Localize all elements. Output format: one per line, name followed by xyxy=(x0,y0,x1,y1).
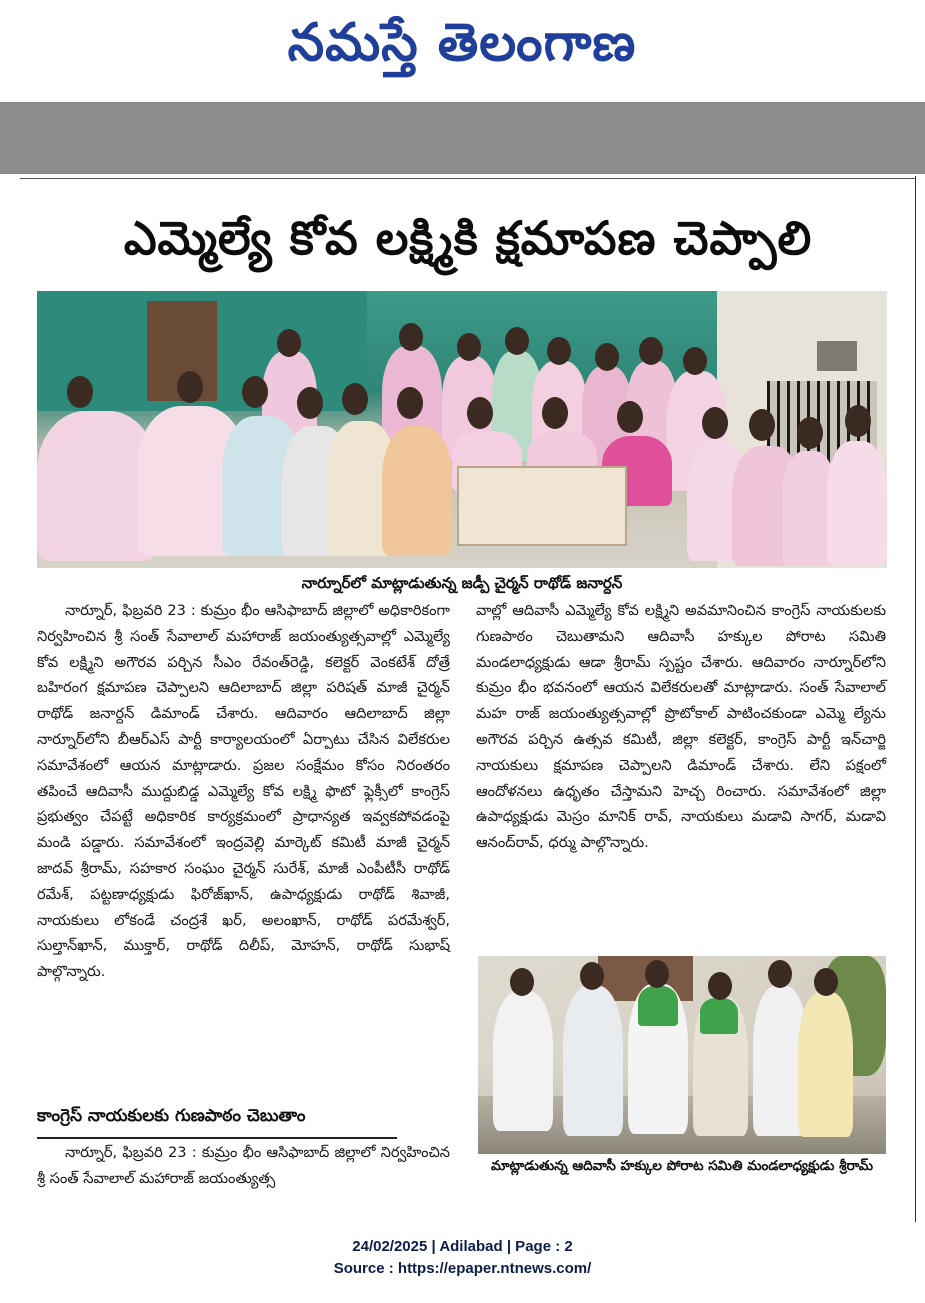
right-divider xyxy=(915,176,916,1222)
masthead xyxy=(0,0,925,100)
article-2-left-column xyxy=(37,1140,450,1200)
subhead-underline xyxy=(37,1137,397,1139)
article-2-right-text: వాల్లో ఆదివాసీ ఎమ్మెల్యే కోవ లక్ష్మిని అవమానించిన కాంగ్రెస్ నాయకులకు గుణపాఠం చెబుతామని ఆదివాసీ హక్కుల పోరాట సమితి మండలాధ్యక్షుడు ఆడా శ్రీరామ్ స్పష్టం చేశారు. ఆదివారం నార్నూర్‌లోని కుమ్రం భీం భవనంలో ఆయన విలేకరులతో మాట్లాడారు. సంత్ సేవాలాల్ మహ రాజ్ జయంత్యుత్సవాల్లో ప్రొటోకాల్ పాటించకుండా ఎమ్మె ల్యేను అగౌరవ పర్చిన ఉత్సవ కమిటీ, జిల్లా కలెక్టర్, కాంగ్రెస్ పార్టీ ఇన్‌చార్జి నాయకులు క్షమాపణ చెప్పాలని డిమాండ్ చేశారు. లేని పక్షంలో ఆందోళనలు ఉధృతం చేస్తామని హెచ్చ రించారు. సమావేశంలో జిల్లా ఉపాధ్యక్షుడు మెస్రం మానిక్ రావ్, నాయకులు మడావి సాగర్, మడావి ఆనంద్‌రావ్, ధర్ము పాల్గొన్నారు. xyxy=(476,602,886,852)
main-photo-caption: నార్నూర్‌లో మాట్లాడుతున్న జడ్పీ చైర్మన్ రాథోడ్ జనార్దన్ xyxy=(301,574,623,592)
footer-source-line[interactable]: Source : https://epaper.ntnews.com/ xyxy=(333,1260,592,1277)
second-photo-caption: మాట్లాడుతున్న ఆదివాసీ హక్కుల పోరాట సమితి మండలాధ్యక్షుడు శ్రీరామ్ xyxy=(490,1158,874,1174)
newspaper-title: నమస్తే తెలంగాణ xyxy=(287,12,637,73)
footer-date-line: 24/02/2025 | Adilabad | Page : 2 xyxy=(352,1238,573,1255)
header-band xyxy=(0,102,925,174)
article-2-subhead: కాంగ్రెస్ నాయకులకు గుణపాఠం చెబుతాం xyxy=(37,1106,306,1126)
footer xyxy=(0,1236,925,1280)
top-divider xyxy=(20,178,916,179)
headline: ఎమ్మెల్యే కోవ లక్ష్మికి క్షమాపణ చెప్పాలి xyxy=(123,211,813,265)
article-2-left-text: నార్నూర్, ఫిబ్రవరి 23 : కుమ్రం భీం ఆసిఫాబాద్ జిల్లాలో నిర్వహించిన శ్రీ సంత్ సేవాలాల్ మహారాజ్ జయంత్యుత్స xyxy=(37,1144,450,1187)
table xyxy=(457,466,627,546)
second-photo xyxy=(478,956,886,1154)
main-photo xyxy=(37,291,887,568)
article-1-text: నార్నూర్, ఫిబ్రవరి 23 : కుమ్రం భీం ఆసిఫాబాద్ జిల్లాలో అధికారికంగా నిర్వహించిన శ్రీ సంత్ సేవాలాల్ మహారాజ్ జయంత్యుత్సవాల్లో ఎమ్మెల్యే కోవ లక్ష్మిని అగౌరవ పర్చిన సీఎం రేవంత్‌రెడ్డి, కలెక్టర్ వెంకటేశ్ దోత్రే బహిరంగ క్షమాపణ చెప్పాలని ఆదిలాబాద్ జిల్లా పరిషత్ మాజీ చైర్మన్ రాథోడ్ జనార్దన్ డిమాండ్ చేశారు. ఆదివారం ఆదిలాబాద్ జిల్లా నార్నూర్‌లోని బీఆర్ఎస్ పార్టీ కార్యాలయంలో ఏర్పాటు చేసిన విలేకరుల సమావేశంలో ఆయన మాట్లాడారు. ప్రజల సంక్షేమం కోసం నిరంతరం తపించే ఆదివాసీ ముద్దుబిడ్డ ఎమ్మెల్యే కోవ లక్ష్మి ఫొటో ఫ్లెక్సీలో కాంగ్రెస్ ప్రభుత్వం చేపట్టే అధికారిక కార్యక్రమంలో ప్రాధాన్యత ఇవ్వకపోవడంపై మండి పడ్డారు. సమావేశంలో ఇంద్రవెల్లి మార్కెట్ కమిటీ మాజీ చైర్మన్ జాదవ్ శ్రీరామ్, సహకార సంఘం చైర్మన్ సురేశ్, మాజీ ఎంపీటీసీ రాథోడ్ రమేశ్, పట్టణాధ్యక్షుడు ఫిరోజ్‌ఖాన్, ఉపాధ్యక్షుడు రాథోడ్ శివాజీ, నాయకులు లోకండే చంద్రశే ఖర్, అలంఖాన్, రాథోడ్ పరమేశ్వర్, సుల్తాన్‌ఖాన్, ముక్తార్, రాథోడ్ దిలీప్, మోహన్, రాథోడ్ సుభాష్ పాల్గొన్నారు. xyxy=(37,602,450,981)
article-1-column xyxy=(37,598,450,1098)
article-2-right-column xyxy=(476,598,886,948)
